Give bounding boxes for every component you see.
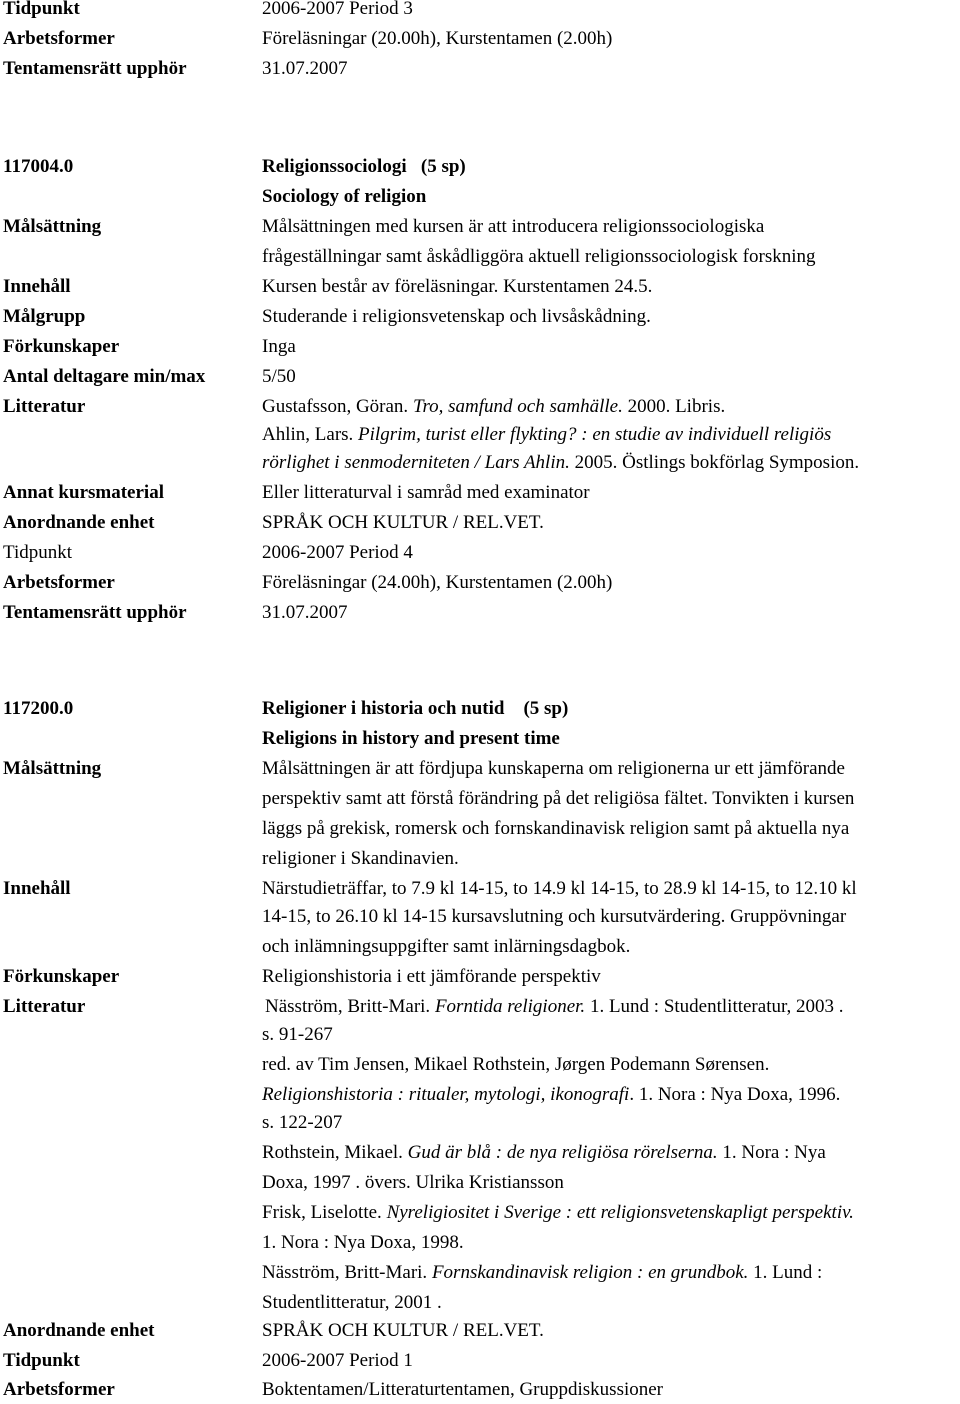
forkunskaper-label: Förkunskaper	[3, 336, 120, 357]
antal-deltagare-label: Antal deltagare min/max	[3, 366, 206, 387]
literature-item: Ahlin, Lars. Pilgrim, turist eller flykting? : en studie av individuell religiös	[262, 424, 832, 445]
anordnande-enhet-value: SPRÅK OCH KULTUR / REL.VET.	[262, 512, 544, 533]
course-code: 117200.0	[3, 698, 74, 719]
innehall-label: Innehåll	[3, 276, 71, 297]
literature-item: Gustafsson, Göran. Tro, samfund och samhälle. 2000. Libris.	[262, 396, 726, 417]
course-title: Religioner i historia och nutid (5 sp)	[262, 698, 569, 719]
tentamensratt-value: 31.07.2007	[262, 602, 348, 623]
innehall-text: Närstudieträffar, to 7.9 kl 14-15, to 14.9 kl 14-15, to 28.9 kl 14-15, to 12.10 kl	[262, 878, 857, 899]
anordnande-enhet-value: SPRÅK OCH KULTUR / REL.VET.	[262, 1320, 544, 1341]
innehall-text: Kursen består av föreläsningar. Kurstentamen 24.5.	[262, 276, 653, 297]
arbetsformer-label: Arbetsformer	[3, 1379, 115, 1400]
innehall-text: 14-15, to 26.10 kl 14-15 kursavslutning och kursutvärdering. Gruppövningar	[262, 906, 847, 927]
malsattning-label: Målsättning	[3, 216, 102, 237]
course-title: Religionssociologi (5 sp)	[262, 156, 466, 177]
malsattning-text: religioner i Skandinavien.	[262, 848, 459, 869]
literature-item-cont: Doxa, 1997 . övers. Ulrika Kristiansson	[262, 1172, 564, 1193]
literature-item: Näsström, Britt-Mari. Fornskandinavisk religion : en grundbok. 1. Lund :	[262, 1262, 823, 1283]
tentamensratt-label: Tentamensrätt upphör	[3, 58, 187, 79]
forkunskaper-label: Förkunskaper	[3, 966, 120, 987]
arbetsformer-value: Föreläsningar (20.00h), Kurstentamen (2.00h)	[262, 28, 613, 49]
annat-kursmaterial-text: Eller litteraturval i samråd med examinator	[262, 482, 590, 503]
literature-item-cont: Religionshistoria : ritualer, mytologi, ikonografi. 1. Nora : Nya Doxa, 1996.	[262, 1084, 841, 1105]
anordnande-enhet-label: Anordnande enhet	[3, 1320, 155, 1341]
litteratur-label: Litteratur	[3, 396, 86, 417]
course-subtitle: Religions in history and present time	[262, 728, 560, 749]
literature-item-cont: rörlighet i senmoderniteten / Lars Ahlin. 2005. Östlings bokförlag Symposion.	[262, 452, 860, 473]
course-subtitle: Sociology of religion	[262, 186, 427, 207]
malsattning-text: Målsättningen är att fördjupa kunskaperna om religionerna ur ett jämförande	[262, 758, 845, 779]
tidpunkt-label: Tidpunkt	[3, 542, 72, 563]
innehall-text: och inlämningsuppgifter samt inlärningsdagbok.	[262, 936, 631, 957]
litteratur-label: Litteratur	[3, 996, 86, 1017]
literature-item: Näsström, Britt-Mari. Forntida religioner. 1. Lund : Studentlitteratur, 2003 .	[265, 996, 844, 1017]
tidpunkt-label: Tidpunkt	[3, 0, 80, 19]
antal-deltagare-value: 5/50	[262, 366, 296, 387]
arbetsformer-value: Föreläsningar (24.00h), Kurstentamen (2.00h)	[262, 572, 613, 593]
arbetsformer-value: Boktentamen/Litteraturtentamen, Gruppdiskussioner	[262, 1379, 664, 1400]
tidpunkt-value: 2006-2007 Period 4	[262, 542, 413, 563]
literature-item: red. av Tim Jensen, Mikael Rothstein, Jørgen Podemann Sørensen.	[262, 1054, 770, 1075]
literature-item-cont: 1. Nora : Nya Doxa, 1998.	[262, 1232, 464, 1253]
literature-item-cont: s. 91-267	[262, 1024, 333, 1045]
arbetsformer-label: Arbetsformer	[3, 28, 115, 49]
malsattning-text: läggs på grekisk, romersk och fornskandinavisk religion samt på aktuella nya	[262, 818, 850, 839]
literature-item: Rothstein, Mikael. Gud är blå : de nya religiösa rörelserna. 1. Nora : Nya	[262, 1142, 826, 1163]
tidpunkt-value: 2006-2007 Period 1	[262, 1350, 413, 1371]
malsattning-text: perspektiv samt att förstå förändring på det religiösa fältet. Tonvikten i kursen	[262, 788, 855, 809]
tidpunkt-label: Tidpunkt	[3, 1350, 80, 1371]
forkunskaper-text: Religionshistoria i ett jämförande perspektiv	[262, 966, 601, 987]
literature-item: Frisk, Liselotte. Nyreligiositet i Sverige : ett religionsvetenskapligt perspektiv.	[262, 1202, 854, 1223]
tentamensratt-value: 31.07.2007	[262, 58, 348, 79]
malsattning-label: Målsättning	[3, 758, 102, 779]
tentamensratt-label: Tentamensrätt upphör	[3, 602, 187, 623]
malgrupp-label: Målgrupp	[3, 306, 86, 327]
innehall-label: Innehåll	[3, 878, 71, 899]
annat-kursmaterial-label: Annat kursmaterial	[3, 482, 164, 503]
literature-item-cont: Studentlitteratur, 2001 .	[262, 1292, 442, 1313]
malsattning-text: frågeställningar samt åskådliggöra aktuell religionssociologisk forskning	[262, 246, 816, 267]
course-code: 117004.0	[3, 156, 74, 177]
malsattning-text: Målsättningen med kursen är att introducera religionssociologiska	[262, 216, 765, 237]
malgrupp-text: Studerande i religionsvetenskap och livsåskådning.	[262, 306, 651, 327]
literature-item-cont: s. 122-207	[262, 1112, 343, 1133]
forkunskaper-text: Inga	[262, 336, 296, 357]
arbetsformer-label: Arbetsformer	[3, 572, 115, 593]
anordnande-enhet-label: Anordnande enhet	[3, 512, 155, 533]
tidpunkt-value: 2006-2007 Period 3	[262, 0, 413, 19]
